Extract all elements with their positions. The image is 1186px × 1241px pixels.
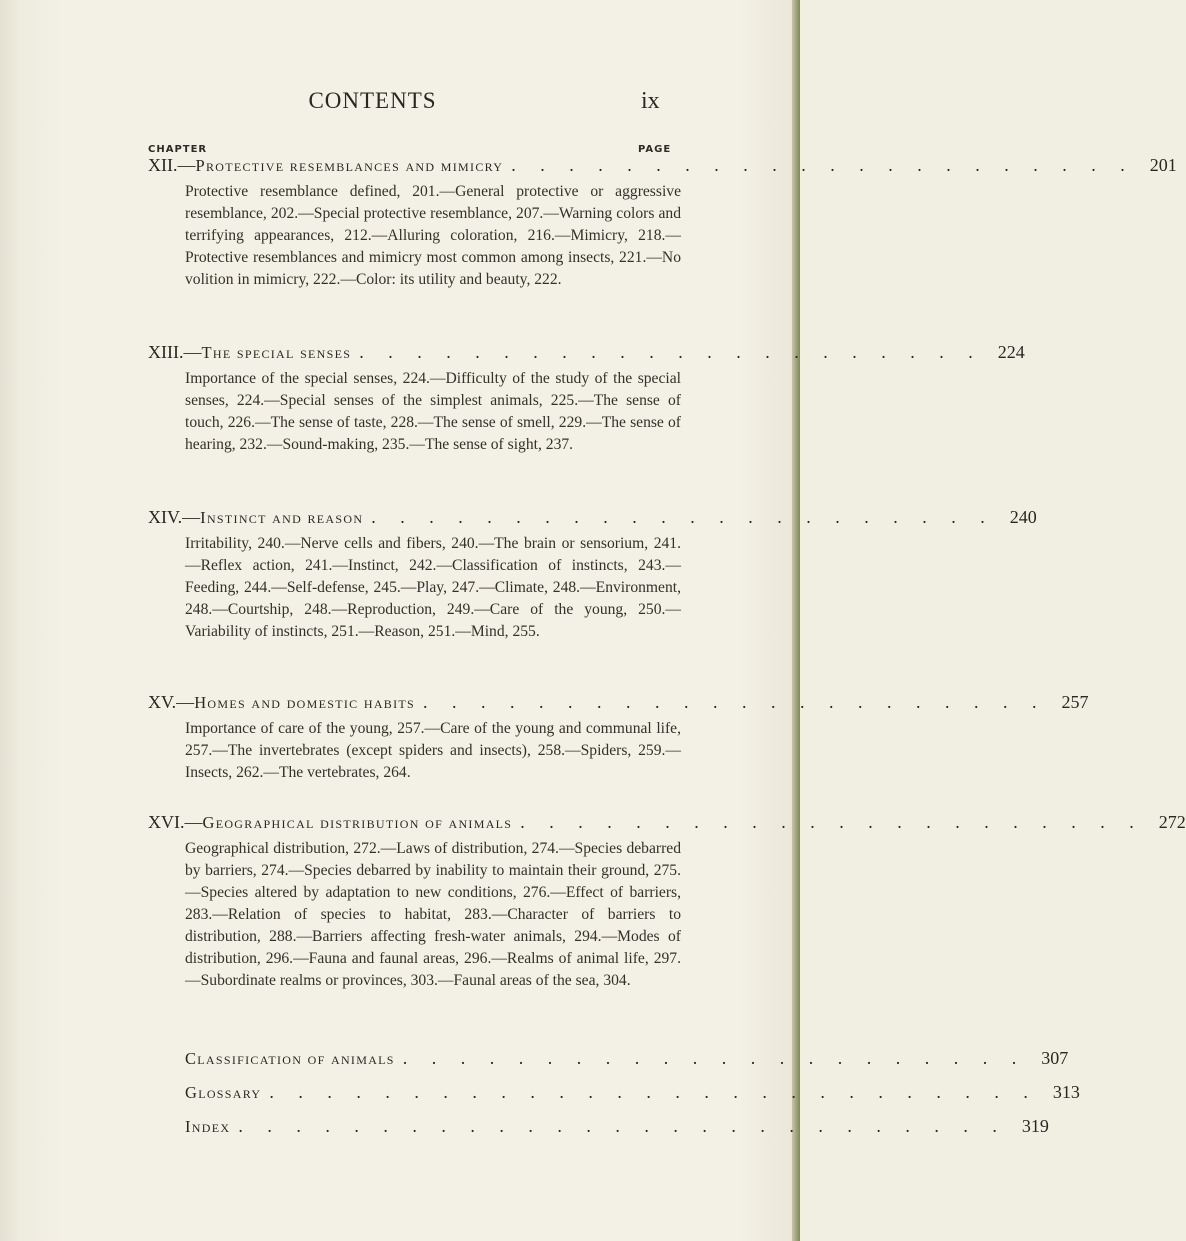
toc-entry-glossary [185,1080,1080,1105]
toc-entry-chapter-14 [148,505,1037,643]
chapter-summary: Geographical distribution, 272.—Laws of distribution, 274.—Species debarred by barriers, 274.—Species debarred by inability to maintain their ground, 275.—Species altered by adaptation to new conditions, 276.—Effect of barriers, 283.—Relation of species to habitat, 283.—Character of barriers to distribution, 288.—Barriers affecting fresh-water animals, 294.—Modes of distribution, 296.—Fauna and faunal areas, 296.—Realms of animal life, 297.—Subordinate realms or provinces, 303.—Faunal areas of the sea, 304. [185,840,681,989]
toc-heading [148,153,1177,178]
page-column-label: PAGE [638,144,672,155]
chapter-page: 240 [1009,507,1037,527]
chapter-page: 257 [1061,692,1089,712]
chapter-title: Instinct and reason [200,508,364,527]
dot-leader: . . . . . . . . . . . . . . . . . . . . . . . . . . . [238,1116,1007,1136]
toc-entry-chapter-16 [148,810,1186,992]
chapter-summary: Importance of the special senses, 224.—Difficulty of the study of the special senses, 224.—Special senses of the simplest animals, 225.—The sense of touch, 226.—The sense of taste, 228.—The sense of smell, 229.—The sense of hearing, 232.—Sound-making, 235.—The sense of sight, 237. [185,370,681,453]
dot-leader: . . . . . . . . . . . . . . . . . . . . . . [520,812,1144,832]
chapter-number: XVI.— [148,812,203,832]
toc-entry-index [185,1114,1049,1139]
chapter-number: XIII.— [148,342,202,362]
chapter-title: Homes and domestic habits [194,693,415,712]
chapter-summary: Irritability, 240.—Nerve cells and fibers, 240.—The brain or sensorium, 241.—Reflex action, 241.—Instinct, 242.—Classification of instincts, 243.—Feeding, 244.—Self-defense, 245.—Play, 247.—Climate, 248.—Environment, 248.—Courtship, 248.—Reproduction, 249.—Care of the young, 250.—Variability of instincts, 251.—Reason, 251.—Mind, 255. [185,535,681,640]
toc-entry-chapter-13 [148,340,1025,456]
dot-leader: . . . . . . . . . . . . . . . . . . . . . . . . . . . [269,1082,1038,1102]
back-matter-page: 307 [1041,1048,1069,1068]
toc-heading [148,810,1186,835]
toc-heading [148,690,1089,715]
toc-heading [148,505,1037,530]
toc-entry-classification [185,1046,1069,1071]
page-number: ix [641,88,660,114]
back-matter-title: Glossary [185,1083,262,1102]
chapter-page: 224 [997,342,1025,362]
back-matter-page: 313 [1052,1082,1080,1102]
chapter-summary: Importance of care of the young, 257.—Care of the young and communal life, 257.—The invertebrates (except spiders and insects), 258.—Spiders, 259.—Insects, 262.—The vertebrates, 264. [185,720,681,781]
dot-leader: . . . . . . . . . . . . . . . . . . . . . . [511,155,1135,175]
back-matter-title: Classification of animals [185,1049,395,1068]
dot-leader: . . . . . . . . . . . . . . . . . . . . . . [359,342,983,362]
back-matter-title: Index [185,1117,231,1136]
chapter-title: Geographical distribution of animals [202,813,513,832]
chapter-number: XV.— [148,692,195,712]
chapter-summary: Protective resemblance defined, 201.—General protective or aggressive resemblance, 202.—Special protective resemblance, 207.—Warning colors and terrifying appearances, 212.—Alluring coloration, 216.—Mimicry, 218.—Protective resemblances and mimicry most common among insects, 221.—No volition in mimicry, 222.—Color: its utility and beauty, 222. [185,183,681,288]
toc-entry-chapter-12 [148,153,1177,291]
chapter-title: The special senses [201,343,352,362]
chapter-number: XII.— [148,155,196,175]
page-title: CONTENTS [308,88,437,113]
running-header [0,88,800,118]
chapter-column-label: CHAPTER [148,144,208,155]
back-matter-page: 319 [1021,1116,1049,1136]
dot-leader: . . . . . . . . . . . . . . . . . . . . . . [371,507,995,527]
toc-heading [148,340,1025,365]
dot-leader: . . . . . . . . . . . . . . . . . . . . . . [423,692,1047,712]
chapter-page: 201 [1149,155,1177,175]
chapter-number: XIV.— [148,507,201,527]
dot-leader: . . . . . . . . . . . . . . . . . . . . . . [402,1048,1027,1068]
toc-entry-chapter-15 [148,690,1089,784]
chapter-page: 272 [1158,812,1186,832]
chapter-title: Protective resemblances and mimicry [195,156,504,175]
